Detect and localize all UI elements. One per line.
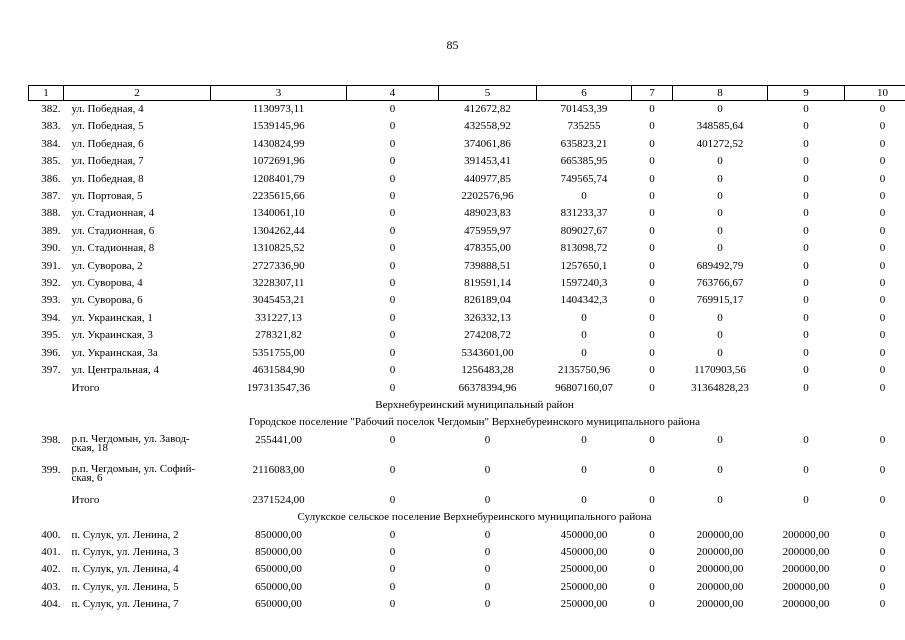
cell-index: 399.: [41, 463, 61, 476]
table-row: [29, 579, 905, 596]
cell-value: 0: [649, 224, 655, 237]
cell-value: 0: [581, 493, 587, 506]
cell-value: 2371524,00: [252, 493, 305, 506]
cell-value: 0: [879, 294, 886, 307]
cell-value: 831233,37: [560, 207, 608, 220]
cell-value: 1170903,56: [694, 364, 746, 377]
cell-value: 749565,74: [560, 172, 608, 185]
cell-value: 0: [803, 277, 809, 290]
cell-value: 0: [717, 190, 723, 203]
header-row: [29, 86, 905, 101]
cell-index: 396.: [41, 346, 61, 359]
register-table: [28, 85, 905, 614]
table-row: [29, 544, 905, 561]
cell-value: 0: [649, 329, 655, 342]
cell-index: 402.: [41, 563, 61, 576]
cell-value: 0: [581, 433, 587, 446]
cell-value: 0: [649, 277, 655, 290]
cell-value: 0: [389, 493, 396, 506]
header-cell: 4: [347, 86, 439, 101]
cell-index: 394.: [41, 311, 61, 324]
cell-value: 813098,72: [560, 242, 608, 255]
cell-value: 0: [649, 259, 655, 272]
cell-value: 0: [649, 528, 655, 541]
table-row: [29, 205, 905, 222]
settlement-heading: Сулукское сельское поселение Верхнебуреинского муниципального района: [297, 511, 652, 524]
cell-index: 401.: [41, 545, 61, 558]
address-line: р.п. Чегдомын, ул. Софий-: [71, 462, 196, 475]
cell-value: 200000,00: [696, 545, 744, 558]
cell-value: 665385,95: [560, 155, 608, 168]
address-line: ская, 18: [71, 441, 109, 454]
cell-value: 850000,00: [255, 545, 302, 558]
cell-value: 0: [649, 463, 655, 476]
cell-address: ул. Украинская, 1: [71, 311, 153, 324]
table-row: [29, 118, 905, 135]
cell-value: 0: [484, 433, 491, 446]
cell-value: 200000,00: [782, 528, 830, 541]
cell-value: 374061,86: [464, 137, 511, 150]
cell-value: 326332,13: [464, 311, 511, 324]
table-row: [29, 310, 905, 327]
table-row: [29, 136, 905, 153]
cell-value: 0: [484, 463, 491, 476]
cell-value: 0: [803, 224, 809, 237]
cell-value: 701453,39: [560, 103, 608, 115]
cell-address: п. Сулук, ул. Ленина, 7: [71, 598, 179, 611]
cell-value: 0: [649, 294, 655, 307]
cell-value: 255441,00: [255, 433, 302, 446]
cell-value: 0: [879, 346, 886, 359]
cell-index: 382.: [41, 103, 61, 115]
table-body: [29, 101, 905, 614]
cell-value: 0: [803, 364, 809, 377]
cell-value: 0: [581, 463, 587, 476]
cell-value: 0: [879, 463, 886, 476]
cell-value: 0: [879, 155, 886, 168]
cell-value: 0: [717, 433, 723, 446]
cell-index: 384.: [41, 137, 61, 150]
cell-value: 1257650,1: [560, 259, 608, 272]
cell-value: 197313547,36: [246, 381, 311, 394]
cell-value: 0: [389, 563, 396, 576]
cell-value: 1208401,79: [252, 172, 305, 185]
cell-value: 0: [581, 190, 587, 203]
cell-value: 0: [389, 329, 396, 342]
cell-value: 826189,04: [464, 294, 511, 307]
cell-address: ул. Украинская, 3: [71, 329, 153, 342]
cell-value: 450000,00: [560, 528, 608, 541]
section-row: [29, 397, 905, 414]
table-row: [29, 188, 905, 205]
cell-value: 0: [803, 137, 809, 150]
cell-value: 200000,00: [782, 598, 830, 611]
cell-value: 250000,00: [560, 563, 608, 576]
cell-index: 388.: [41, 207, 61, 220]
cell-address: ул. Победная, 5: [71, 120, 144, 133]
cell-value: 0: [484, 493, 491, 506]
cell-value: 0: [389, 190, 396, 203]
cell-value: 0: [649, 433, 655, 446]
cell-value: 1072691,96: [252, 155, 305, 168]
cell-value: 1340061,10: [252, 207, 305, 220]
cell-value: 200000,00: [696, 598, 744, 611]
cell-value: 0: [484, 563, 491, 576]
cell-address: ул. Победная, 4: [71, 103, 144, 115]
cell-value: 5351755,00: [252, 346, 305, 359]
cell-value: 200000,00: [696, 528, 744, 541]
cell-value: 0: [581, 311, 587, 324]
table-row: [29, 596, 905, 613]
cell-value: 0: [879, 277, 886, 290]
cell-value: 0: [803, 463, 809, 476]
cell-value: 0: [649, 103, 655, 115]
header-cell: 1: [29, 86, 64, 101]
cell-value: 0: [717, 242, 723, 255]
cell-value: 0: [389, 528, 396, 541]
cell-index: [29, 380, 64, 397]
cell-value: 0: [879, 172, 886, 185]
settlement-heading: Городское поселение "Рабочий поселок Чегдомын" Верхнебуреинского муниципального района: [248, 416, 701, 429]
cell-address: ул. Украинская, 3а: [71, 346, 158, 359]
cell-value: 819591,14: [464, 277, 511, 290]
cell-value: 0: [879, 103, 886, 115]
cell-index: [29, 492, 64, 509]
cell-value: 0: [717, 207, 723, 220]
cell-address: ул. Стадионная, 8: [71, 242, 155, 255]
header-cell: 6: [537, 86, 632, 101]
cell-index: 385.: [41, 155, 61, 168]
cell-value: 2202576,96: [461, 190, 514, 203]
cell-value: 0: [389, 294, 396, 307]
header-cell: 7: [632, 86, 673, 101]
cell-value: 2235615,66: [252, 190, 305, 203]
cell-address: ул. Стадионная, 6: [71, 224, 155, 237]
cell-value: 0: [649, 311, 655, 324]
cell-value: 274208,72: [464, 329, 511, 342]
cell-index: 400.: [41, 528, 61, 541]
cell-value: 0: [649, 563, 655, 576]
cell-index: 393.: [41, 294, 61, 307]
cell-value: 0: [484, 598, 491, 611]
cell-value: 0: [803, 190, 809, 203]
cell-address: ул. Суворова, 6: [71, 294, 143, 307]
cell-value: 0: [717, 224, 723, 237]
total-row: [29, 492, 905, 509]
cell-value: 0: [803, 259, 809, 272]
cell-value: 1304262,44: [252, 224, 305, 237]
section-row: [29, 509, 905, 526]
cell-value: 1597240,3: [560, 277, 608, 290]
cell-address: ул. Портовая, 5: [71, 190, 143, 203]
cell-value: 0: [803, 207, 809, 220]
cell-value: 2135750,96: [557, 364, 611, 377]
cell-value: 0: [803, 155, 809, 168]
header-cell: 8: [673, 86, 768, 101]
cell-value: 432558,92: [464, 120, 511, 133]
cell-value: 0: [484, 580, 491, 593]
cell-value: 650000,00: [255, 563, 302, 576]
cell-value: 0: [803, 120, 809, 133]
header-cell: 9: [768, 86, 845, 101]
cell-value: 0: [649, 207, 655, 220]
table-row: [29, 240, 905, 257]
cell-value: 1404342,3: [560, 294, 608, 307]
cell-value: 0: [879, 598, 886, 611]
cell-value: 0: [803, 346, 809, 359]
page-number: 85: [446, 38, 459, 52]
table-row: [29, 258, 905, 275]
cell-value: 0: [879, 580, 886, 593]
cell-value: 0: [879, 528, 886, 541]
cell-value: 0: [803, 172, 809, 185]
cell-value: 200000,00: [782, 563, 830, 576]
section-row: [29, 414, 905, 431]
cell-value: 0: [717, 463, 723, 476]
cell-value: 0: [717, 311, 723, 324]
cell-value: 0: [389, 242, 396, 255]
cell-value: 401272,52: [696, 137, 744, 150]
cell-value: 31364828,23: [691, 381, 749, 394]
cell-value: 0: [649, 120, 655, 133]
cell-value: 0: [649, 580, 655, 593]
cell-value: 0: [484, 528, 491, 541]
cell-value: 0: [879, 120, 886, 133]
address-line: р.п. Чегдомын, ул. Завод-: [71, 432, 190, 445]
cell-address: ул. Победная, 6: [71, 137, 144, 150]
table-row: [29, 432, 905, 462]
cell-value: 0: [879, 259, 886, 272]
cell-value: 0: [389, 364, 396, 377]
cell-value: 0: [803, 493, 809, 506]
cell-value: 769915,17: [696, 294, 744, 307]
cell-value: 0: [649, 242, 655, 255]
cell-value: 809027,67: [560, 224, 608, 237]
cell-value: 689492,79: [696, 259, 744, 272]
cell-value: 0: [649, 364, 655, 377]
cell-value: 0: [389, 580, 396, 593]
cell-value: 0: [879, 364, 886, 377]
cell-value: 200000,00: [696, 580, 744, 593]
cell-value: 0: [389, 172, 396, 185]
table-row: [29, 462, 905, 492]
district-heading: Верхнебуреинский муниципальный район: [375, 398, 574, 411]
cell-index: 387.: [41, 190, 61, 203]
cell-value: 412672,82: [464, 103, 511, 115]
cell-value: 96807160,07: [555, 381, 613, 394]
table-row: [29, 327, 905, 344]
cell-value: 0: [879, 563, 886, 576]
cell-value: 3045453,21: [252, 294, 305, 307]
cell-value: 0: [389, 155, 396, 168]
cell-value: 0: [389, 381, 396, 394]
cell-value: 739888,51: [464, 259, 511, 272]
cell-address: п. Сулук, ул. Ленина, 3: [71, 545, 179, 558]
cell-value: 0: [717, 103, 723, 115]
cell-index: 383.: [41, 120, 61, 133]
cell-value: 1310825,52: [252, 242, 305, 255]
cell-value: 0: [879, 207, 886, 220]
cell-value: 348585,64: [696, 120, 744, 133]
cell-value: 0: [649, 598, 655, 611]
cell-value: 4631584,90: [252, 364, 305, 377]
cell-value: 0: [649, 346, 655, 359]
cell-value: 850000,00: [255, 528, 302, 541]
cell-value: 0: [879, 137, 886, 150]
cell-value: 0: [649, 190, 655, 203]
cell-value: 478355,00: [464, 242, 511, 255]
table-row: [29, 345, 905, 362]
cell-value: 200000,00: [782, 580, 830, 593]
cell-value: 66378394,96: [458, 381, 517, 394]
cell-index: 397.: [41, 364, 61, 377]
cell-value: 0: [879, 329, 886, 342]
cell-value: 0: [717, 346, 723, 359]
cell-value: 1430824,99: [252, 137, 305, 150]
cell-value: 0: [803, 329, 809, 342]
cell-value: 0: [389, 346, 396, 359]
table-row: [29, 101, 905, 119]
cell-index: 404.: [41, 598, 61, 611]
cell-value: 0: [879, 190, 886, 203]
cell-value: 200000,00: [696, 563, 744, 576]
cell-value: 450000,00: [560, 545, 608, 558]
cell-index: 391.: [41, 259, 61, 272]
cell-value: 200000,00: [782, 545, 830, 558]
cell-value: 1130973,11: [252, 103, 305, 115]
cell-value: 0: [803, 103, 809, 115]
cell-value: 250000,00: [560, 598, 608, 611]
cell-value: 0: [389, 259, 396, 272]
cell-value: 650000,00: [255, 580, 302, 593]
cell-value: 0: [389, 598, 396, 611]
cell-value: 0: [879, 224, 886, 237]
cell-address: ул. Победная, 8: [71, 172, 144, 185]
cell-value: 0: [879, 433, 886, 446]
cell-value: 735255: [567, 120, 601, 133]
cell-value: 650000,00: [255, 598, 302, 611]
cell-value: 0: [389, 433, 396, 446]
cell-address: [64, 432, 211, 462]
cell-value: 0: [649, 137, 655, 150]
cell-value: 0: [484, 545, 491, 558]
cell-value: 0: [803, 294, 809, 307]
cell-value: 0: [649, 545, 655, 558]
table-row: [29, 153, 905, 170]
cell-value: 0: [879, 311, 886, 324]
cell-value: 489023,83: [464, 207, 511, 220]
header-cell: 2: [64, 86, 211, 101]
cell-address: ул. Стадионная, 4: [71, 207, 155, 220]
cell-value: 0: [717, 493, 723, 506]
cell-value: 0: [581, 329, 587, 342]
cell-index: 395.: [41, 329, 61, 342]
header-cell: 10: [845, 86, 905, 101]
cell-value: 0: [389, 207, 396, 220]
cell-address: ул. Суворова, 2: [71, 259, 143, 272]
cell-value: 0: [803, 311, 809, 324]
cell-value: 0: [879, 545, 886, 558]
cell-value: 0: [581, 346, 587, 359]
cell-index: 403.: [41, 580, 61, 593]
cell-value: 3228307,11: [252, 277, 305, 290]
table-row: [29, 275, 905, 292]
table-row: [29, 362, 905, 379]
cell-value: 1256483,28: [461, 364, 514, 377]
cell-value: 2727336,90: [252, 259, 305, 272]
cell-address: ул. Победная, 7: [71, 155, 144, 168]
cell-value: 0: [389, 277, 396, 290]
cell-value: 0: [389, 311, 396, 324]
cell-value: 0: [717, 172, 723, 185]
cell-value: 278321,82: [255, 329, 302, 342]
address-line: ская, 6: [71, 471, 103, 484]
table-row: [29, 561, 905, 578]
cell-value: 0: [717, 155, 723, 168]
cell-index: 392.: [41, 277, 61, 290]
cell-value: 391453,41: [464, 155, 511, 168]
cell-value: 0: [389, 103, 396, 115]
cell-value: 2116083,00: [252, 463, 305, 476]
cell-value: 475959,97: [464, 224, 511, 237]
cell-value: 0: [649, 155, 655, 168]
table-row: [29, 171, 905, 188]
header-cell: 5: [439, 86, 537, 101]
cell-value: 0: [717, 329, 723, 342]
cell-address: ул. Суворова, 4: [71, 277, 143, 290]
cell-value: 0: [803, 242, 809, 255]
cell-value: 0: [649, 381, 655, 394]
cell-value: 440977,85: [464, 172, 511, 185]
cell-address: ул. Центральная, 4: [71, 364, 159, 377]
cell-value: 0: [803, 381, 809, 394]
cell-value: 5343601,00: [461, 346, 514, 359]
cell-address: [64, 462, 211, 492]
cell-value: 331227,13: [255, 311, 302, 324]
cell-value: 0: [879, 381, 886, 394]
cell-value: 0: [803, 433, 809, 446]
cell-address: п. Сулук, ул. Ленина, 5: [71, 580, 179, 593]
cell-index: 390.: [41, 242, 61, 255]
table-row: [29, 527, 905, 544]
cell-value: 0: [879, 242, 886, 255]
cell-address: Итого: [71, 381, 100, 394]
cell-value: 0: [649, 493, 655, 506]
cell-value: 0: [879, 493, 886, 506]
cell-value: 1539145,96: [252, 120, 305, 133]
cell-index: 389.: [41, 224, 61, 237]
cell-value: 0: [389, 224, 396, 237]
cell-value: 763766,67: [696, 277, 744, 290]
cell-value: 0: [389, 137, 396, 150]
cell-value: 0: [389, 463, 396, 476]
table-row: [29, 223, 905, 240]
cell-address: п. Сулук, ул. Ленина, 2: [71, 528, 179, 541]
cell-value: 250000,00: [560, 580, 608, 593]
cell-value: 0: [649, 172, 655, 185]
header-cell: 3: [211, 86, 347, 101]
cell-value: 0: [389, 545, 396, 558]
cell-index: 386.: [41, 172, 61, 185]
cell-value: 0: [389, 120, 396, 133]
cell-index: 398.: [41, 433, 61, 446]
cell-address: п. Сулук, ул. Ленина, 4: [71, 563, 179, 576]
total-row: [29, 380, 905, 397]
table-row: [29, 292, 905, 309]
cell-address: Итого: [71, 493, 100, 506]
cell-value: 635823,21: [560, 137, 608, 150]
